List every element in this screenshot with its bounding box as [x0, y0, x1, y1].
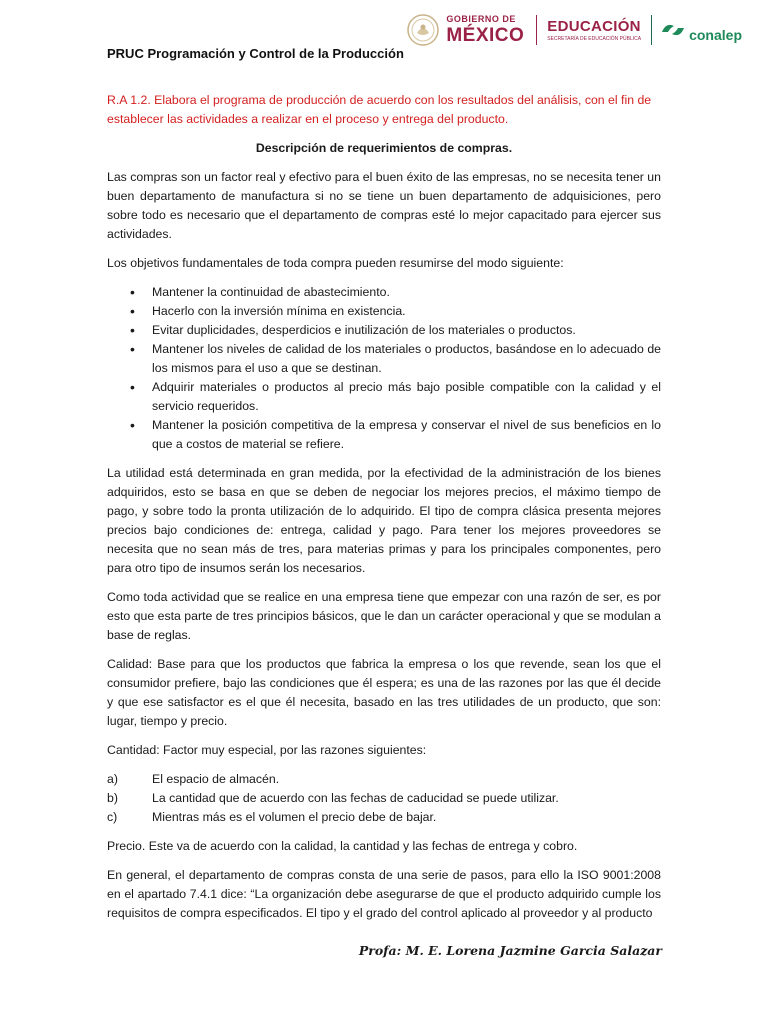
list-letter: a)	[107, 772, 118, 786]
list-item-text: El espacio de almacén.	[152, 772, 280, 786]
paragraph-intro: Las compras son un factor real y efectivo para el buen éxito de las empresas, no se necesita tener un buen departamento de manufactura si no se tiene un buen departamento de adquisiciones, pero sobre todo es necesario que el departamento de compras esté lo mejor capacitado para ejercer sus actividades.	[107, 170, 661, 241]
logo-divider-2	[651, 15, 652, 45]
reasons-list	[107, 770, 661, 827]
paragraph-iso: En general, el departamento de compras consta de una serie de pasos, para ello la ISO 9001:2008 en el apartado 7.4.1 dice: “La organización debe asegurarse de que el producto adquirido cumple los requisitos de compra especificados. El tipo y el grado del control aplicado al proveedor y al producto	[107, 868, 661, 920]
list-item: • Adquirir materiales o productos al precio más bajo posible compatible con la calidad y el servicio requeridos.	[107, 378, 661, 416]
list-item-text: Mientras más es el volumen el precio debe de bajar.	[152, 810, 437, 824]
objectives-list	[107, 283, 661, 454]
header-logos	[406, 12, 742, 48]
conalep-label: conalep	[689, 27, 742, 43]
paragraph-objectives-intro: Los objetivos fundamentales de toda compra pueden resumirse del modo siguiente:	[107, 256, 564, 270]
list-letter: b)	[107, 791, 118, 805]
list-item	[107, 770, 661, 789]
list-item: • Mantener los niveles de calidad de los materiales o productos, basándose en lo adecuado de los mismos para el uso a que se destinan.	[107, 340, 661, 378]
list-item: • Evitar duplicidades, desperdicios e inutilización de los materiales o productos.	[107, 321, 661, 340]
paragraph-precio: Precio. Este va de acuerdo con la calidad, la cantidad y las fechas de entrega y cobro.	[107, 839, 578, 853]
section-title: Descripción de requerimientos de compras.	[255, 141, 513, 155]
mexico-label: MÉXICO	[446, 25, 525, 46]
gobierno-mexico-logo	[446, 15, 524, 45]
paragraph-cantidad: Cantidad: Factor muy especial, por las razones siguientes:	[107, 743, 427, 757]
mexico-seal-icon	[406, 13, 440, 47]
list-item: • Hacerlo con la inversión mínima en existencia.	[107, 302, 661, 321]
list-item	[107, 808, 661, 827]
list-letter: c)	[107, 810, 118, 824]
document-body	[107, 91, 661, 933]
logo-divider	[536, 15, 537, 45]
educacion-sub-label: SECRETARÍA DE EDUCACIÓN PÚBLICA	[547, 35, 642, 42]
document-title: PRUC Programación y Control de la Producción	[107, 46, 404, 61]
paragraph-calidad: Calidad: Base para que los productos que fabrica la empresa o los que revende, sean los que el consumidor prefiere, bajo las condiciones que él espera; es una de las razones por las que él decide y que ese satisfactor es el que él necesita, basado en las tres utilidades de un producto, que son: lugar, tiempo y precio.	[107, 657, 661, 728]
educacion-label: EDUCACIÓN	[547, 17, 641, 35]
teacher-signature: Profa: M. E. Lorena Jazmine Garcia Salazar	[358, 943, 662, 958]
learning-outcome: R.A 1.2. Elabora el programa de producción de acuerdo con los resultados del análisis, con el fin de establecer las actividades a realizar en el proceso y entrega del producto.	[107, 93, 652, 126]
list-item: • Mantener la posición competitiva de la empresa y conservar el nivel de sus beneficios en lo que a costos de material se refiere.	[107, 416, 661, 454]
list-item: • Mantener la continuidad de abastecimiento.	[107, 283, 661, 302]
paragraph-utilidad: La utilidad está determinada en gran medida, por la efectividad de la administración de los bienes adquiridos, esto se basa en que se deben de negociar los mejores precios, el máximo tiempo de pago, y sobre todo la pronta utilización de lo adquirido. El tipo de compra clásica presenta mejores precios bajo condiciones de: entrega, calidad y pago. Para tener los mejores proveedores se necesita que no sean más de tres, para materias primas y para los principales componentes, pero para otro tipo de insumos serán los necesarios.	[107, 466, 661, 575]
list-item-text: La cantidad que de acuerdo con las fechas de caducidad se puede utilizar.	[152, 791, 559, 805]
list-item	[107, 789, 661, 808]
conalep-icon	[660, 20, 686, 40]
educacion-logo	[547, 19, 641, 42]
conalep-logo	[660, 17, 742, 43]
paragraph-principios: Como toda actividad que se realice en una empresa tiene que empezar con una razón de ser, es por esto que esta parte de tres principios básicos, que le dan un carácter operacional y que se modulan a base de reglas.	[107, 590, 661, 642]
gobierno-label: GOBIERNO DE	[446, 14, 516, 24]
